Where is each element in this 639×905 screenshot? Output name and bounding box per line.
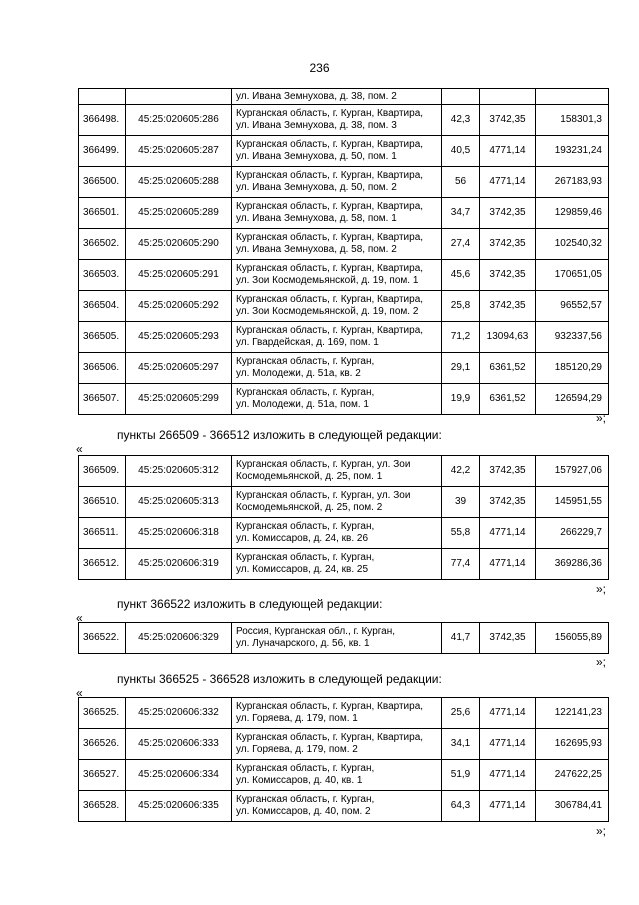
rate-cell: 3742,35 [480, 291, 536, 322]
rate-cell: 4771,14 [480, 729, 536, 760]
cadastral-number-cell: 45:25:020605:288 [126, 167, 232, 198]
table-row [79, 260, 609, 291]
cadastral-value-cell: 369286,36 [536, 549, 609, 580]
item-number-cell: 366526. [79, 729, 126, 760]
address-cell [232, 760, 442, 791]
cadastral-value-cell: 162695,93 [536, 729, 609, 760]
rate-cell: 3742,35 [480, 198, 536, 229]
cadastral-number-cell [126, 89, 232, 105]
cadastral-number-cell: 45:25:020606:333 [126, 729, 232, 760]
cadastral-number-cell: 45:25:020606:319 [126, 549, 232, 580]
address-line-2: ул. Комиссаров, д. 24, кв. 26 [236, 533, 369, 544]
address-line-1: Курганская область, г. Курган, Квартира, [236, 232, 424, 243]
address-line-1: Курганская область, г. Курган, Квартира, [236, 294, 424, 305]
item-number-cell [79, 89, 126, 105]
table-row [79, 198, 609, 229]
address-cell [232, 105, 442, 136]
cadastral-number-cell: 45:25:020605:292 [126, 291, 232, 322]
cadastral-number-cell: 45:25:020606:334 [126, 760, 232, 791]
rate-cell [480, 89, 536, 105]
item-number-cell: 366504. [79, 291, 126, 322]
item-number-cell: 366506. [79, 353, 126, 384]
item-number-cell: 366505. [79, 322, 126, 353]
address-line-2: ул. Ивана Земнухова, д. 50, пом. 2 [236, 182, 397, 193]
area-cell: 71,2 [442, 322, 480, 353]
area-cell: 41,7 [442, 623, 480, 654]
address-line-1: Курганская область, г. Курган, ул. Зои [236, 459, 411, 470]
table-row [79, 698, 609, 729]
cadastral-value-cell: 267183,93 [536, 167, 609, 198]
table-row [79, 549, 609, 580]
table-row [79, 353, 609, 384]
area-cell: 29,1 [442, 353, 480, 384]
rate-cell: 3742,35 [480, 260, 536, 291]
closing-quote: »; [596, 411, 607, 425]
address-line-2: ул. Гвардейская, д. 169, пом. 1 [236, 337, 379, 348]
cadastral-value-cell: 247622,25 [536, 760, 609, 791]
item-number-cell: 366509. [79, 456, 126, 487]
area-cell: 42,2 [442, 456, 480, 487]
closing-quote: »; [596, 655, 607, 669]
cadastral-value-cell: 96552,57 [536, 291, 609, 322]
address-cell [232, 167, 442, 198]
rate-cell: 4771,14 [480, 760, 536, 791]
rate-cell: 4771,14 [480, 698, 536, 729]
table-row [79, 229, 609, 260]
address-line-2: ул. Молодежи, д. 51а, кв. 2 [236, 368, 361, 379]
address-line-2: ул. Ивана Земнухова, д. 50, пом. 1 [236, 151, 397, 162]
cadastral-number-cell: 45:25:020605:297 [126, 353, 232, 384]
address-line-1: Курганская область, г. Курган, [236, 763, 375, 774]
area-cell: 40,5 [442, 136, 480, 167]
item-number-cell: 366512. [79, 549, 126, 580]
area-cell: 55,8 [442, 518, 480, 549]
area-cell: 27,4 [442, 229, 480, 260]
address-cell [232, 729, 442, 760]
item-number-cell: 366500. [79, 167, 126, 198]
address-cell [232, 456, 442, 487]
cadastral-number-cell: 45:25:020605:299 [126, 384, 232, 415]
item-number-cell: 366522. [79, 623, 126, 654]
address-cell [232, 229, 442, 260]
address-cell [232, 549, 442, 580]
item-number-cell: 366503. [79, 260, 126, 291]
rate-cell: 3742,35 [480, 623, 536, 654]
address-cell [232, 353, 442, 384]
rate-cell: 4771,14 [480, 136, 536, 167]
area-cell: 25,6 [442, 698, 480, 729]
address-cell [232, 291, 442, 322]
table-row [79, 167, 609, 198]
item-number-cell: 366510. [79, 487, 126, 518]
area-cell: 45,6 [442, 260, 480, 291]
item-number-cell: 366528. [79, 791, 126, 822]
item-number-cell: 366507. [79, 384, 126, 415]
cadastral-value-cell: 157927,06 [536, 456, 609, 487]
cadastral-number-cell: 45:25:020606:318 [126, 518, 232, 549]
address-cell [232, 322, 442, 353]
area-cell [442, 89, 480, 105]
area-cell: 39 [442, 487, 480, 518]
cadastral-number-cell: 45:25:020605:287 [126, 136, 232, 167]
address-cell [232, 89, 442, 105]
address-line-1: Курганская область, г. Курган, Квартира, [236, 201, 424, 212]
address-line-1: Курганская область, г. Курган, [236, 552, 375, 563]
rate-cell: 4771,14 [480, 791, 536, 822]
registry-table-4 [78, 697, 609, 822]
cadastral-number-cell: 45:25:020605:290 [126, 229, 232, 260]
item-number-cell: 366499. [79, 136, 126, 167]
cadastral-number-cell: 45:25:020605:293 [126, 322, 232, 353]
rate-cell: 13094,63 [480, 322, 536, 353]
address-line-1: Россия, Курганская обл., г. Курган, [236, 626, 396, 637]
rate-cell: 6361,52 [480, 384, 536, 415]
rate-cell: 3742,35 [480, 229, 536, 260]
address-line-2: ул. Комиссаров, д. 24, кв. 25 [236, 564, 369, 575]
cadastral-value-cell: 193231,24 [536, 136, 609, 167]
cadastral-number-cell: 45:25:020605:312 [126, 456, 232, 487]
closing-quote: »; [596, 582, 607, 596]
table-row [79, 760, 609, 791]
cadastral-value-cell: 122141,23 [536, 698, 609, 729]
registry-table-2 [78, 455, 609, 580]
table-row [79, 136, 609, 167]
cadastral-number-cell: 45:25:020605:289 [126, 198, 232, 229]
page-number: 236 [309, 61, 330, 75]
cadastral-value-cell: 266229,7 [536, 518, 609, 549]
cadastral-number-cell: 45:25:020605:313 [126, 487, 232, 518]
address-line-2: ул. Ивана Земнухова, д. 58, пом. 1 [236, 213, 397, 224]
cadastral-value-cell: 170651,05 [536, 260, 609, 291]
address-line-1: Курганская область, г. Курган, Квартира, [236, 139, 424, 150]
amendment-instruction: пункты 366525 - 366528 изложить в следующей редакции: [117, 672, 442, 686]
cadastral-value-cell: 102540,32 [536, 229, 609, 260]
address-cell [232, 384, 442, 415]
area-cell: 34,1 [442, 729, 480, 760]
table-row [79, 384, 609, 415]
table-row [79, 89, 609, 105]
address-line-1: ул. Ивана Земнухова, д. 38, пом. 2 [236, 90, 397, 102]
amendment-instruction: пункты 266509 - 366512 изложить в следующей редакции: [117, 428, 442, 442]
closing-quote: »; [596, 824, 607, 838]
table-row [79, 291, 609, 322]
cadastral-value-cell: 306784,41 [536, 791, 609, 822]
table-row [79, 791, 609, 822]
area-cell: 34,7 [442, 198, 480, 229]
address-line-2: Космодемьянской, д. 25, пом. 2 [236, 502, 383, 513]
address-line-1: Курганская область, г. Курган, Квартира, [236, 263, 424, 274]
address-cell [232, 136, 442, 167]
table-row [79, 623, 609, 654]
address-cell [232, 198, 442, 229]
table-row [79, 487, 609, 518]
address-line-1: Курганская область, г. Курган, [236, 794, 375, 805]
rate-cell: 6361,52 [480, 353, 536, 384]
address-line-2: ул. Комиссаров, д. 40, пом. 2 [236, 806, 371, 817]
address-line-1: Курганская область, г. Курган, Квартира, [236, 701, 424, 712]
rate-cell: 4771,14 [480, 167, 536, 198]
rate-cell: 3742,35 [480, 487, 536, 518]
opening-quote: « [76, 686, 83, 700]
rate-cell: 4771,14 [480, 549, 536, 580]
address-line-2: Космодемьянской, д. 25, пом. 1 [236, 471, 383, 482]
item-number-cell: 366502. [79, 229, 126, 260]
area-cell: 19,9 [442, 384, 480, 415]
address-line-2: ул. Луначарского, д. 56, кв. 1 [236, 638, 370, 649]
item-number-cell: 366511. [79, 518, 126, 549]
rate-cell: 3742,35 [480, 105, 536, 136]
cadastral-number-cell: 45:25:020605:291 [126, 260, 232, 291]
cadastral-value-cell: 129859,46 [536, 198, 609, 229]
address-line-1: Курганская область, г. Курган, [236, 387, 375, 398]
table-row [79, 456, 609, 487]
table-row [79, 105, 609, 136]
address-line-1: Курганская область, г. Курган, ул. Зои [236, 490, 411, 501]
address-line-2: ул. Молодежи, д. 51а, пом. 1 [236, 399, 369, 410]
address-line-2: ул. Горяева, д. 179, пом. 1 [236, 713, 358, 724]
address-line-2: ул. Ивана Земнухова, д. 38, пом. 3 [236, 120, 397, 131]
address-cell [232, 623, 442, 654]
cadastral-number-cell: 45:25:020606:329 [126, 623, 232, 654]
table-row [79, 729, 609, 760]
cadastral-value-cell: 185120,29 [536, 353, 609, 384]
address-cell [232, 791, 442, 822]
address-line-2: ул. Ивана Земнухова, д. 58, пом. 2 [236, 244, 397, 255]
cadastral-value-cell: 145951,55 [536, 487, 609, 518]
address-line-1: Курганская область, г. Курган, Квартира, [236, 325, 424, 336]
opening-quote: « [76, 442, 83, 456]
cadastral-number-cell: 45:25:020605:286 [126, 105, 232, 136]
table-row [79, 518, 609, 549]
item-number-cell: 366527. [79, 760, 126, 791]
cadastral-number-cell: 45:25:020606:332 [126, 698, 232, 729]
area-cell: 77,4 [442, 549, 480, 580]
area-cell: 56 [442, 167, 480, 198]
address-line-2: ул. Зои Космодемьянской, д. 19, пом. 1 [236, 275, 419, 286]
address-line-1: Курганская область, г. Курган, [236, 521, 375, 532]
address-line-1: Курганская область, г. Курган, [236, 356, 375, 367]
address-cell [232, 518, 442, 549]
cadastral-value-cell [536, 89, 609, 105]
address-line-2: ул. Горяева, д. 179, пом. 2 [236, 744, 358, 755]
cadastral-value-cell: 158301,3 [536, 105, 609, 136]
address-cell [232, 698, 442, 729]
address-line-1: Курганская область, г. Курган, Квартира, [236, 170, 424, 181]
table-row [79, 322, 609, 353]
item-number-cell: 366525. [79, 698, 126, 729]
item-number-cell: 366501. [79, 198, 126, 229]
cadastral-value-cell: 156055,89 [536, 623, 609, 654]
registry-table-1 [78, 88, 609, 415]
address-line-1: Курганская область, г. Курган, Квартира, [236, 108, 424, 119]
area-cell: 64,3 [442, 791, 480, 822]
address-line-2: ул. Зои Космодемьянской, д. 19, пом. 2 [236, 306, 419, 317]
address-line-1: Курганская область, г. Курган, Квартира, [236, 732, 424, 743]
cadastral-value-cell: 932337,56 [536, 322, 609, 353]
address-line-2: ул. Комиссаров, д. 40, кв. 1 [236, 775, 363, 786]
area-cell: 42,3 [442, 105, 480, 136]
amendment-instruction: пункт 366522 изложить в следующей редакции: [117, 597, 383, 611]
opening-quote: « [76, 611, 83, 625]
registry-table-3 [78, 622, 609, 654]
rate-cell: 4771,14 [480, 518, 536, 549]
address-cell [232, 260, 442, 291]
cadastral-number-cell: 45:25:020606:335 [126, 791, 232, 822]
address-cell [232, 487, 442, 518]
item-number-cell: 366498. [79, 105, 126, 136]
cadastral-value-cell: 126594,29 [536, 384, 609, 415]
area-cell: 25,8 [442, 291, 480, 322]
rate-cell: 3742,35 [480, 456, 536, 487]
area-cell: 51,9 [442, 760, 480, 791]
